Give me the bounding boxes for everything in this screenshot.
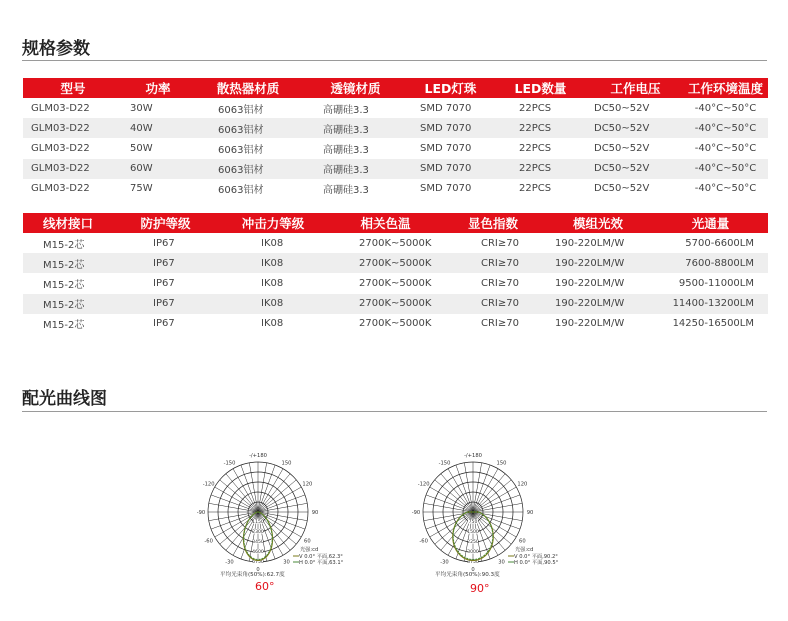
table-cell: IK08: [218, 253, 328, 273]
table-header-cell: 光通量: [653, 213, 768, 233]
table-cell: DC50~52V: [594, 183, 650, 195]
table-cell: DC50~52V: [594, 102, 650, 114]
table-cell: 60W: [123, 159, 193, 179]
polar-angle-label: -120: [202, 481, 215, 488]
polar-legend-h: H 0.0° 平面,63.1°: [299, 560, 344, 566]
table-cell: SMD 7070: [420, 183, 472, 195]
table-cell: 190-220LM/W: [555, 318, 625, 330]
polar-angle-label: -/+180: [249, 453, 267, 459]
table-header-cell: 模组光效: [543, 213, 653, 233]
table-cell: 190-220LM/W: [543, 294, 653, 314]
table-cell: M15-2芯: [43, 279, 85, 291]
polar-radial-label: 3000: [467, 549, 479, 555]
table-cell: 5700-6600LM: [685, 237, 754, 249]
table-cell: 2700K~5000K: [359, 318, 432, 330]
table-row: [23, 98, 768, 118]
table-cell: CRI≥70: [443, 253, 543, 273]
table-header-cell: 工作电压: [588, 78, 683, 98]
table-cell: 22PCS: [519, 183, 552, 195]
polar-radial-label: 2250: [467, 539, 479, 545]
table-cell: 2700K~5000K: [359, 277, 432, 289]
table-cell: IP67: [113, 253, 218, 273]
table-cell: DC50~52V: [588, 159, 683, 179]
table-cell: 2700K~5000K: [359, 237, 432, 249]
table-cell: M15-2芯: [43, 239, 85, 251]
polar-angle-label: 150: [496, 460, 507, 467]
table-cell: 高硼硅3.3: [323, 104, 369, 116]
polar-radial-label: 5750: [252, 559, 264, 565]
table-cell: 高硼硅3.3: [323, 144, 369, 156]
polar-angle-label: -120: [417, 481, 430, 488]
table-header-cell: 型号: [23, 78, 123, 98]
polar-radial-label: 1150: [252, 519, 264, 525]
table-cell: 40W: [123, 118, 193, 138]
table-cell: IP67: [153, 277, 175, 289]
table-cell: CRI≥70: [481, 237, 519, 249]
spec-table-1: [23, 78, 768, 199]
table-cell: -40°C~50°C: [694, 142, 757, 154]
table-row: [23, 118, 768, 138]
polar-angle-label: -/+180: [464, 453, 482, 459]
table-row: [23, 294, 768, 314]
table-cell: IK08: [261, 237, 284, 249]
spec-table-2: [23, 213, 768, 334]
table-cell: 190-220LM/W: [543, 253, 653, 273]
table-cell: 50W: [130, 142, 153, 154]
polar-angle-label: -90: [411, 510, 421, 516]
polar-legend-v: V 0.0° 平面,62.3°: [299, 554, 343, 560]
beam-angle-label-60: 60°: [255, 580, 275, 593]
table-cell: IK08: [261, 318, 284, 330]
table-cell: -40°C~50°C: [683, 159, 768, 179]
table-header-cell: 相关色温: [328, 213, 443, 233]
table-cell: CRI≥70: [443, 294, 543, 314]
table-row: [23, 159, 768, 179]
polar-legend-v: V 0.0° 平面,90.2°: [514, 554, 558, 560]
polar-diagram-90: [405, 450, 585, 595]
table-cell: 30W: [130, 102, 153, 114]
polar-caption: 平均光束角(50%):90.3度: [435, 572, 500, 578]
table-cell: 11400-13200LM: [653, 294, 768, 314]
table-cell: 高硼硅3.3: [303, 159, 408, 179]
polar-angle-label: -150: [223, 460, 236, 467]
table-cell: 22PCS: [493, 159, 588, 179]
table-cell: M15-2芯: [43, 320, 85, 332]
table-cell: 22PCS: [493, 118, 588, 138]
polar-radial-label: 3450: [252, 539, 264, 545]
table-cell: 75W: [130, 183, 153, 195]
table-header-cell: 功率: [123, 78, 193, 98]
polar-angle-label: 60: [519, 538, 526, 545]
table-cell: 高硼硅3.3: [323, 185, 369, 197]
table-cell: CRI≥70: [481, 277, 519, 289]
table-row: [23, 233, 768, 253]
polar-radial-label: 3750: [467, 559, 479, 565]
table-cell: 6063铝材: [193, 118, 303, 138]
table-cell: 6063铝材: [218, 104, 264, 116]
polar-angle-label: -60: [204, 538, 213, 545]
polar-legend-unit: 光强:cd: [300, 547, 319, 553]
table-cell: IK08: [218, 294, 328, 314]
table-row: [23, 253, 768, 273]
table-cell: CRI≥70: [481, 318, 519, 330]
polar-angle-label: 30: [283, 559, 290, 566]
table-row: [23, 314, 768, 334]
polar-angle-label: 60: [304, 538, 311, 545]
table-cell: SMD 7070: [420, 102, 472, 114]
beam-angle-label-90: 90°: [470, 582, 490, 595]
polar-legend-h: H 0.0° 平面,90.5°: [514, 560, 559, 566]
polar-radial-label: 1500: [467, 529, 479, 535]
polar-radial-label: 750: [468, 519, 478, 525]
table-cell: M15-2芯: [23, 294, 113, 314]
polar-angle-label: 150: [281, 460, 292, 467]
curve-section-title: 配光曲线图: [22, 389, 107, 409]
table-cell: -40°C~50°C: [683, 118, 768, 138]
table-header-cell: 冲击力等级: [218, 213, 328, 233]
polar-angle-label: -90: [196, 510, 206, 516]
table-header-cell: LED灯珠: [408, 78, 493, 98]
table-row: [23, 273, 768, 293]
table-header-cell: 透镜材质: [303, 78, 408, 98]
table-cell: 22PCS: [519, 142, 552, 154]
table-row: [23, 179, 768, 199]
table-cell: 7600-8800LM: [653, 253, 768, 273]
table-cell: IP67: [153, 318, 175, 330]
polar-caption: 平均光束角(50%):62.7度: [220, 572, 285, 578]
table-cell: 6063铝材: [193, 159, 303, 179]
polar-diagram-60: [190, 450, 370, 595]
table-header-cell: 线材接口: [23, 213, 113, 233]
table-cell: GLM03-D22: [31, 183, 90, 195]
polar-angle-label: -30: [440, 559, 449, 566]
table-header-cell: 散热器材质: [193, 78, 303, 98]
table-cell: 9500-11000LM: [678, 277, 754, 289]
table-cell: GLM03-D22: [31, 142, 90, 154]
table-cell: 6063铝材: [218, 144, 264, 156]
table-cell: 高硼硅3.3: [303, 118, 408, 138]
curve-section-divider: [22, 411, 767, 412]
table-header-cell: 工作环境温度: [683, 78, 768, 98]
polar-radial-label: 2300: [252, 529, 264, 535]
polar-angle-label: 90: [311, 510, 319, 516]
table-cell: IK08: [261, 277, 284, 289]
table-header-cell: 显色指数: [443, 213, 543, 233]
table-cell: 6063铝材: [218, 185, 264, 197]
table-cell: IP67: [153, 237, 175, 249]
table-cell: GLM03-D22: [23, 118, 123, 138]
table-cell: DC50~52V: [594, 142, 650, 154]
polar-angle-label: -60: [419, 538, 428, 545]
table-cell: 2700K~5000K: [328, 294, 443, 314]
polar-angle-label: 120: [302, 481, 313, 488]
table-cell: 2700K~5000K: [328, 253, 443, 273]
table-cell: 14250-16500LM: [672, 318, 754, 330]
table-cell: IP67: [113, 294, 218, 314]
spec-section-divider: [22, 60, 767, 61]
table-row: [23, 138, 768, 158]
polar-angle-label: 30: [498, 559, 505, 566]
table-cell: GLM03-D22: [31, 102, 90, 114]
polar-angle-label: 120: [517, 481, 528, 488]
table-header-cell: LED数量: [493, 78, 588, 98]
table-cell: SMD 7070: [408, 118, 493, 138]
table-cell: -40°C~50°C: [694, 102, 757, 114]
polar-angle-label: -150: [438, 460, 451, 467]
table-cell: -40°C~50°C: [694, 183, 757, 195]
table-cell: GLM03-D22: [23, 159, 123, 179]
spec-section-title: 规格参数: [22, 39, 90, 59]
table-cell: SMD 7070: [420, 142, 472, 154]
table-cell: 190-220LM/W: [555, 237, 625, 249]
polar-angle-label: 90: [526, 510, 534, 516]
table-cell: SMD 7070: [408, 159, 493, 179]
polar-angle-label: 0: [256, 567, 260, 573]
table-cell: DC50~52V: [588, 118, 683, 138]
table-header-cell: 防护等级: [113, 213, 218, 233]
polar-angle-label: 0: [471, 567, 475, 573]
polar-legend-unit: 光强:cd: [515, 547, 534, 553]
table-cell: M15-2芯: [23, 253, 113, 273]
polar-radial-label: 4600: [252, 549, 264, 555]
table-cell: 190-220LM/W: [555, 277, 625, 289]
polar-angle-label: -30: [225, 559, 234, 566]
table-cell: 22PCS: [519, 102, 552, 114]
